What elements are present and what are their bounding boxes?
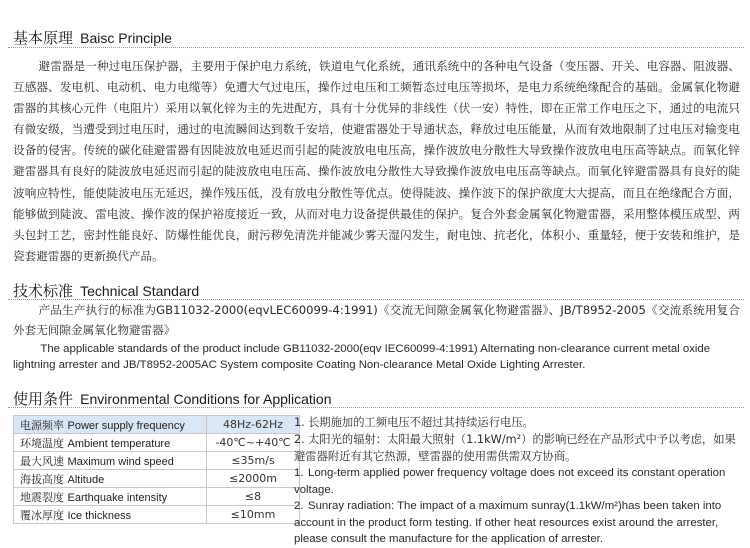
condition-label: 海拔高度 Altitude bbox=[14, 470, 207, 488]
section-heading-technical-standard bbox=[13, 280, 199, 301]
condition-value: -40℃~+40℃ bbox=[207, 434, 300, 452]
condition-value: ≤2000m bbox=[207, 470, 300, 488]
section-heading-basic-principle bbox=[13, 27, 172, 48]
note-en-2: 2. Sunray radiation: The impact of a maximum sunray(1.1kW/m²)has been taken into account in the product form testing. If other heat resources exist around the arrester, please consult the manufacture for the application of arrester. bbox=[294, 500, 722, 545]
note-cn-2: 2. 太阳光的辐射：太阳最大照射（1.1kW/m²）的影响已经在产品形式中予以考虑，如果避雷器附近有其它热源，壁雷器的使用需供需双方协商。 bbox=[294, 433, 736, 463]
condition-value: ≤35m/s bbox=[207, 452, 300, 470]
condition-label: 地震裂度 Earthquake intensity bbox=[14, 488, 207, 506]
section-heading-environmental-conditions bbox=[13, 388, 331, 409]
heading-cn: 技术标准 bbox=[13, 282, 74, 300]
heading-en: Environmental Conditions for Application bbox=[80, 391, 332, 407]
divider bbox=[8, 407, 744, 408]
conditions-table bbox=[13, 415, 300, 524]
basic-principle-text: 避雷器是一种过电压保护器，主要用于保护电力系统，铁道电气化系统，通讯系统中的各种电气设备（变压器、开关、电容器、阻波器、互感器、发电机、电动机、电力电缆等）免遭大气过电压，操作过电压和工频暂态过电压等损坏，是电力系统绝缘配合的基础。金属氧化物避雷器的其核心元件（电阻片）采用以氧化锌为主的先进配方，具有十分优异的非线性（伏一安）特性，即在正常工作电压之下，通过的电流只有微安级，当遭受到过电压时，通过的电流瞬间达到数千安培，使避雷器处于导通状态，释放过电压能量，从而有效地限制了过电压对输变电设备的侵害。传统的碳化硅避雷器有因陡波放电延迟而引起的陡波放电电压高，操作波放电分散性大导致操作波放电电压高等缺点。而氧化锌避雷器具有良好的陡波放电延迟而引起的陡波放电电压高、操作波放电分散性大导致操作波放电电压高等缺点。而氧化锌避雷器具有良好的陡波响应特性，能使陡波电压无延迟，操作残压低，没有放电分散性等优点。使得陡波、操作波下的保护欲度大大提高，而且在绝缘配合方面，能够做到陡波、雷电波、操作波的保护裕度接近一致，从而对电力设备提供最佳的保护。复合外套金属氧化物避雷器，采用整体模压成型、两头包封工艺，密封性能良好、防爆性能优良，耐污秽免清洗并能减少雾天湿闪发生，耐电蚀、抗老化，体积小、重量轻，便于安装和维护，是瓷套避雷器的更新换代产品。 bbox=[13, 59, 740, 263]
table-row bbox=[14, 470, 300, 488]
note-en-1: 1. Long-term applied power frequency voltage does not exceed its constant operation voltage. bbox=[294, 467, 726, 496]
technical-standard-en-text: The applicable standards of the product include GB11032-2000(eqv IEC60099-4:1991) Alternating non-clearance current metal oxide lightning arrester and JB/T8952-2005AC System composite Coating Non-clearance Metal Oxide Lighting Arrester. bbox=[13, 343, 711, 371]
condition-label: 覆冰厚度 Ice thickness bbox=[14, 506, 207, 524]
table-row bbox=[14, 452, 300, 470]
table-row bbox=[14, 506, 300, 524]
table-row bbox=[14, 434, 300, 452]
table-row bbox=[14, 488, 300, 506]
note-cn-1: 1. 长期施加的工频电压不超过其持续运行电压。 bbox=[294, 416, 534, 429]
divider bbox=[8, 47, 744, 48]
condition-label: 电源频率 Power supply frequency bbox=[14, 416, 207, 434]
table-row bbox=[14, 416, 300, 434]
heading-cn: 基本原理 bbox=[13, 29, 74, 47]
condition-label: 最大风速 Maximum wind speed bbox=[14, 452, 207, 470]
heading-en: Technical Standard bbox=[80, 283, 200, 299]
condition-value: ≤10mm bbox=[207, 506, 300, 524]
condition-label: 环境温度 Ambient temperature bbox=[14, 434, 207, 452]
condition-value: ≤8 bbox=[207, 488, 300, 506]
condition-value: 48Hz-62Hz bbox=[207, 416, 300, 434]
heading-en: Baisc Principle bbox=[80, 30, 172, 46]
conditions-notes bbox=[294, 414, 746, 548]
heading-cn: 使用条件 bbox=[13, 390, 74, 408]
technical-standard-cn-text: 产品生产执行的标准为GB11032-2000(eqvLEC60099-4:1991)《交流无间隙金属氧化物避雷器》、JB/T8952-2005《交流系统用复合外套无间隙金属氧化物避雷器》 bbox=[13, 303, 740, 337]
